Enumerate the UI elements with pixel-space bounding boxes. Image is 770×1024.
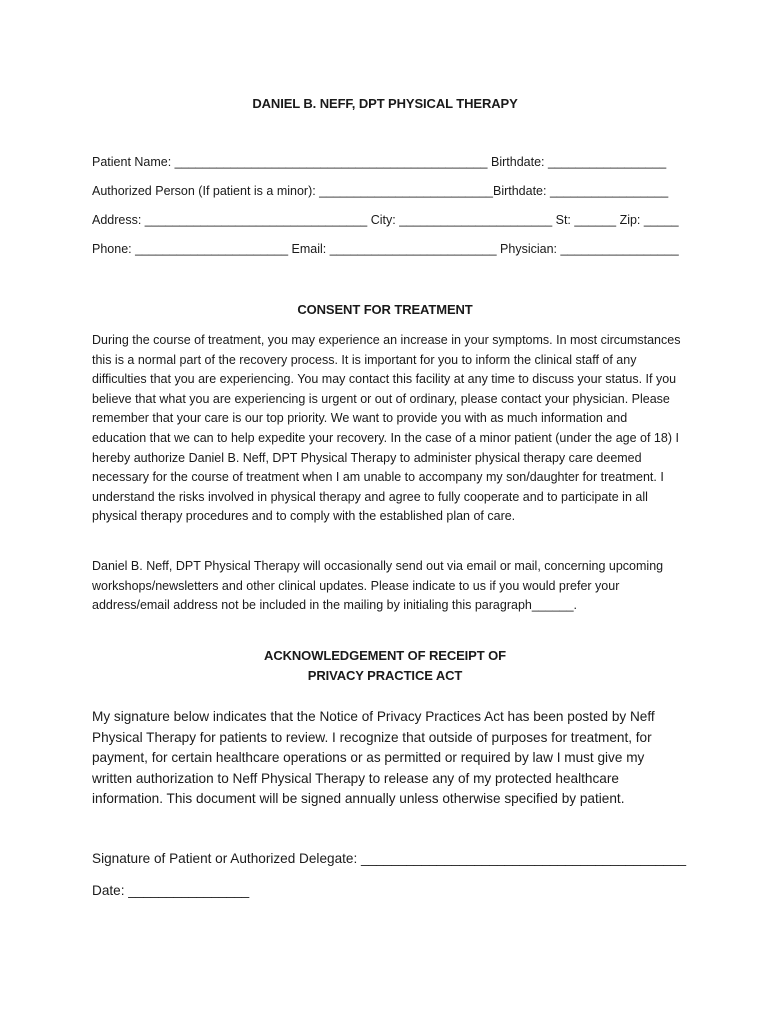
document-title: DANIEL B. NEFF, DPT PHYSICAL THERAPY: [252, 96, 518, 111]
address-city-state-zip-field[interactable]: Address: ________________________________ City: ______________________ St: ______ Zip: _____: [92, 213, 679, 227]
privacy-paragraph-text: My signature below indicates that the Notice of Privacy Practices Act has been posted by Neff Physical Therapy for patients to review. I recognize that outside of purposes for treatment, for payment, for certain healthcare operations or as permitted or required by law I must give my written authorization to Neff Physical Therapy to release any of my protected healthcare information. This document will be signed annually unless otherwise specified by patient.: [92, 709, 655, 807]
authorized-person-birthdate-field[interactable]: Authorized Person (If patient is a minor): _________________________Birthdate: _________________: [92, 184, 669, 198]
consent-paragraph: [92, 331, 682, 527]
phone-email-physician-field[interactable]: Phone: ______________________ Email: ________________________ Physician: _________________: [92, 242, 679, 256]
mailing-paragraph: [92, 557, 682, 616]
patient-name-birthdate-field[interactable]: Patient Name: _____________________________________________ Birthdate: _________________: [92, 155, 667, 169]
acknowledgement-heading-line1: ACKNOWLEDGEMENT OF RECEIPT OF: [264, 648, 506, 663]
consent-heading: CONSENT FOR TREATMENT: [297, 302, 473, 317]
acknowledgement-heading-line2: PRIVACY PRACTICE ACT: [307, 668, 463, 683]
date-field[interactable]: Date: ________________: [92, 883, 250, 898]
mailing-paragraph-text: Daniel B. Neff, DPT Physical Therapy will occasionally send out via email or mail, concerning upcoming workshops/newsletters and other clinical updates. Please indicate to us if you would prefer your address/email address not be included in the mailing by initialing this paragraph______.: [92, 559, 664, 613]
privacy-paragraph: [92, 707, 682, 810]
signature-field[interactable]: Signature of Patient or Authorized Delegate: ___________________________________________: [92, 851, 687, 866]
consent-paragraph-text: During the course of treatment, you may experience an increase in your symptoms. In most circumstances this is a normal part of the recovery process. It is important for you to inform the clinical staff of any difficulties that you are experiencing. You may contact this facility at any time to discuss your status. If you believe that what you are experiencing is urgent or out of ordinary, please contact your physician. Please remember that your care is our top priority. We want to provide you with as much information and education that we can to help expedite your recovery. In the case of a minor patient (under the age of 18) I hereby authorize Daniel B. Neff, DPT Physical Therapy to administer physical therapy care deemed necessary for the course of treatment when I am unable to accompany my son/daughter for treatment. I understand the risks involved in physical therapy and agree to fully cooperate and to participate in all physical therapy procedures and to comply with the established plan of care.: [92, 333, 681, 524]
